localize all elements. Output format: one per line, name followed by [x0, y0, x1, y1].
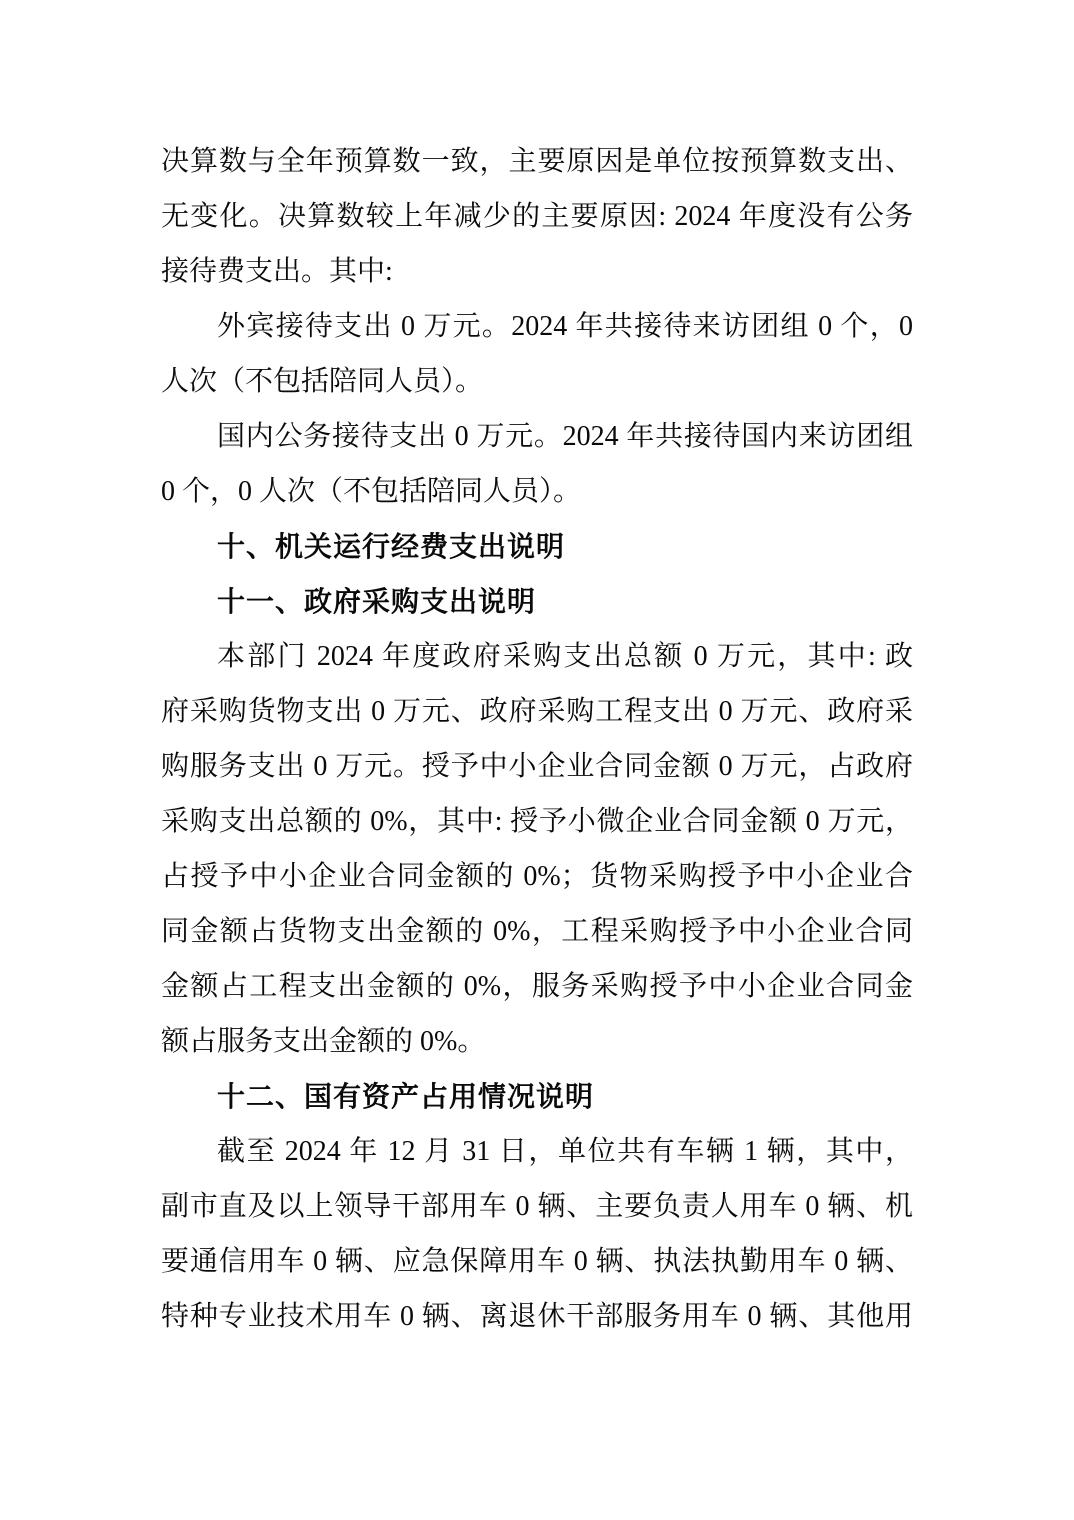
text-line: 采购支出总额的 0%，其中: 授予小微企业合同金额 0 万元， [161, 806, 913, 837]
text-line: 决算数与全年预算数一致，主要原因是单位按预算数支出、 [161, 146, 913, 177]
text-line: 本部门 2024 年度政府采购支出总额 0 万元，其中: 政 [217, 641, 913, 672]
para-government-procurement [161, 629, 913, 1069]
heading-line: 十一、政府采购支出说明 [217, 586, 537, 617]
text-line: 府采购货物支出 0 万元、政府采购工程支出 0 万元、政府采 [161, 696, 913, 727]
text-line: 额占服务支出金额的 0%。 [161, 1026, 486, 1057]
text-line: 购服务支出 0 万元。授予中小企业合同金额 0 万元，占政府 [161, 751, 913, 782]
text-line: 占授予中小企业合同金额的 0%；货物采购授予中小企业合 [161, 861, 913, 892]
text-line: 要通信用车 0 辆、应急保障用车 0 辆、执法执勤用车 0 辆、 [161, 1246, 913, 1277]
heading-section-12 [161, 1069, 913, 1124]
heading-section-10 [161, 519, 913, 574]
text-line: 特种专业技术用车 0 辆、离退休干部服务用车 0 辆、其他用 [161, 1301, 913, 1332]
para-budget-vs-final [161, 134, 913, 299]
heading-line: 十、机关运行经费支出说明 [217, 531, 566, 562]
heading-line: 十二、国有资产占用情况说明 [217, 1081, 595, 1112]
text-line: 同金额占货物支出金额的 0%，工程采购授予中小企业合同 [161, 916, 913, 947]
para-foreign-reception [161, 299, 913, 409]
text-line: 国内公务接待支出 0 万元。2024 年共接待国内来访团组 [217, 421, 913, 452]
text-line: 截至 2024 年 12 月 31 日，单位共有车辆 1 辆，其中， [217, 1136, 913, 1167]
text-line: 0 个，0 人次（不包括陪同人员）。 [161, 476, 582, 507]
text-line: 接待费支出。其中: [161, 256, 393, 287]
para-state-owned-assets [161, 1124, 913, 1344]
text-line: 金额占工程支出金额的 0%，服务采购授予中小企业合同金 [161, 971, 913, 1002]
document-content [161, 134, 913, 1344]
text-line: 人次（不包括陪同人员）。 [161, 366, 484, 397]
para-domestic-reception [161, 409, 913, 519]
text-line: 无变化。决算数较上年减少的主要原因: 2024 年度没有公务 [161, 201, 913, 232]
text-line: 副市直及以上领导干部用车 0 辆、主要负责人用车 0 辆、机 [161, 1191, 913, 1222]
heading-section-11 [161, 574, 913, 629]
text-line: 外宾接待支出 0 万元。2024 年共接待来访团组 0 个，0 [217, 311, 913, 342]
